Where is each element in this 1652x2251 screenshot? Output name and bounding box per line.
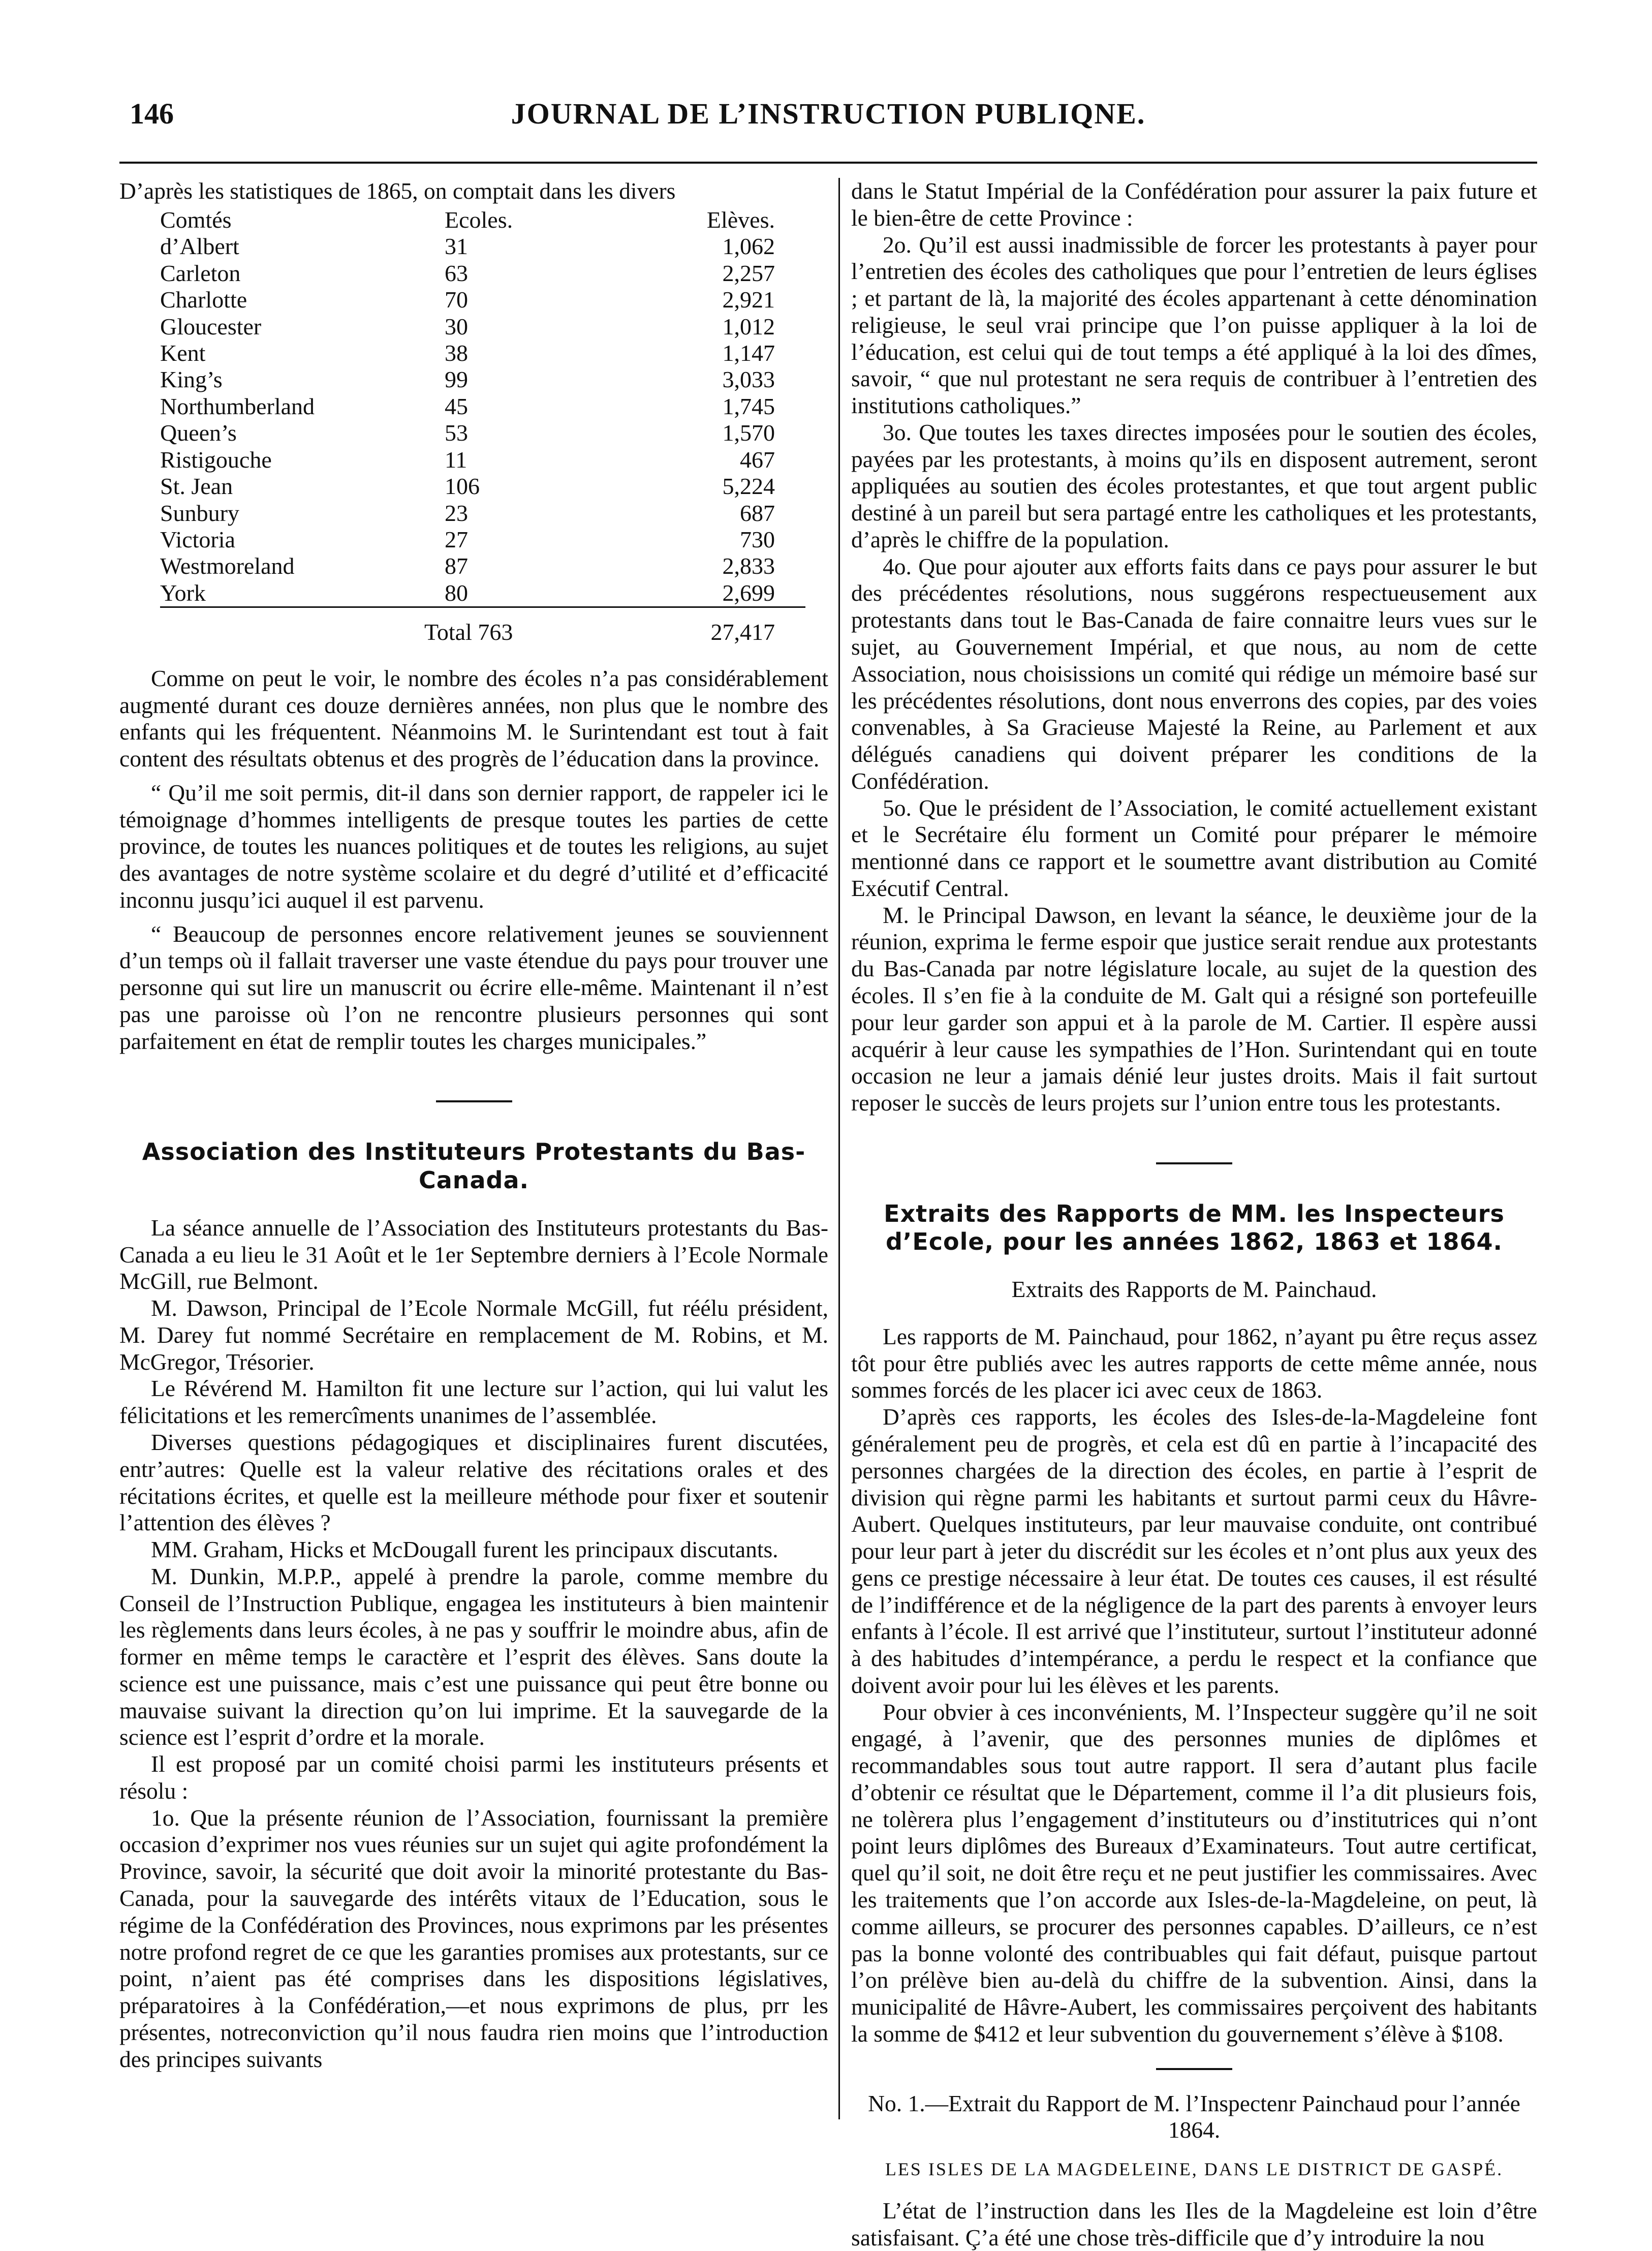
paragraph: MM. Graham, Hicks et McDougall furent les principaux discutants. — [151, 1536, 778, 1563]
county-name: Northumberland — [160, 393, 315, 419]
school-count: 106 — [445, 473, 480, 500]
table-row — [160, 287, 805, 313]
table-total-row — [160, 607, 805, 646]
pupil-count: 2,921 — [722, 287, 775, 313]
pupil-count: 687 — [740, 500, 775, 526]
table-row — [160, 366, 805, 393]
extract-title: No. 1.—Extrait du Rapport de M. l’Inspectenr Painchaud pour l’année 1864. — [868, 2090, 1520, 2143]
school-count: 31 — [445, 233, 468, 260]
school-count: 87 — [445, 553, 468, 579]
running-title: JOURNAL DE L’INSTRUCTION PUBLIQNE. — [511, 97, 1146, 130]
pupil-count: 467 — [740, 446, 775, 473]
county-name: Westmoreland — [160, 553, 295, 579]
resolution-paragraph: 4o. Que pour ajouter aux efforts faits dans ce pays pour assurer le but des précédentes résolutions, nous suggérons respectueusement aux protestants dans tout le Bas-Canada de faire connaitre leurs vues sur le sujet, au Gouvernement Impérial, et que nous, au nom de cette Association, nous choisissions un comité qui rédige un mémoire basé sur les précédentes résolutions, dont nous enverrons des copies, par des voies convenables, à Sa Gracieuse Majesté la Reine, au Parlement et aux délégués canadiens qui doivent préparer les conditions de la Confédération. — [851, 553, 1537, 794]
table-row — [160, 447, 805, 473]
county-name: Gloucester — [160, 313, 262, 340]
pupil-count: 1,147 — [722, 340, 775, 366]
quote-paragraph: “ Beaucoup de personnes encore relativement jeunes se souviennent d’un temps où il fallait traverser une vaste étendue du pays pour trouver une personne qui sut lire un manuscrit ou écrire elle-même. Maintenant il n’est pas une paroisse où l’on ne rencontre plusieurs personnes qui sont parfaitement en état de remplir toutes les charges municipales.” — [119, 920, 828, 1054]
section-divider — [1156, 2068, 1232, 2070]
pupil-count: 3,033 — [722, 366, 775, 393]
resolution-paragraph: 5o. Que le président de l’Association, le comité actuellement existant et le Secrétaire élu forment un Comité pour préparer le mémoire mentionné dans ce rapport et le soumettre avant distribution au Comité Exécutif Central. — [851, 794, 1537, 901]
paragraph: M. Dawson, Principal de l’Ecole Normale McGill, fut réélu président, M. Darey fut nommé Secrétaire en remplacement de M. Robins, et M. McGregor, Trésorier. — [119, 1295, 828, 1375]
county-name: d’Albert — [160, 233, 239, 260]
section-divider — [1156, 1162, 1232, 1164]
resolution-paragraph: 1o. Que la présente réunion de l’Association, fournissant la première occasion d’exprimer nos vues réunies sur un sujet qui agite profondément la Province, savoir, la sécurité que doit avoir la minorité protestante du Bas-Canada, pour la sauvegarde des intérêts vitaux de l’Education, sous le régime de la Confédération des Provinces, nous exprimons par les présentes notre profond regret de ce que les garanties promises aux protestants, sur ce point, n’aient pas été comprises dans les dispositions législatives, préparatoires à la Confédération,—et nous exprimons de plus, prr les présentes, notreconviction qu’il nous faudra rien moins que l’introduction des principes suivants — [119, 1804, 828, 2072]
pupil-count: 1,062 — [722, 233, 775, 260]
county-name: Ristigouche — [160, 446, 272, 473]
paragraph: M. le Principal Dawson, en levant la séance, le deuxième jour de la réunion, exprima le ferme espoir que justice serait rendue aux protestants du Bas-Canada par notre législature locale, au sujet de la question des écoles. Il s’en fie à la conduite de M. Galt qui a résigné son portefeuille pour leur garder son appui et à la parole de M. Cartier. Il espère aussi acquérir à leur cause les sympathies de l’Hon. Surintendant qui en toute occasion ne leur a jamais dénié leur justes droits. Mais il fait surtout reposer le succès de leurs projets sur l’union entre tous les protestants. — [851, 902, 1537, 1116]
column-header-eleves: Elèves. — [706, 206, 775, 233]
stats-intro: D’après les statistiques de 1865, on comptait dans les divers — [119, 178, 676, 204]
page-header — [119, 97, 1537, 152]
table-row — [160, 420, 805, 446]
pupil-count: 1,745 — [722, 393, 775, 419]
table-row — [160, 260, 805, 287]
paragraph: Diverses questions pédagogiques et disciplinaires furent discutées, entr’autres: Quelle est la valeur relative des récitations orales et des récitations écrites, et quelle est la meilleure méthode pour fixer et soutenir l’attention des élèves ? — [119, 1429, 828, 1536]
continued-paragraph: dans le Statut Impérial de la Confédération pour assurer la paix future et le bien-être de cette Province : — [851, 178, 1537, 231]
section-title-association: Association des Instituteurs Protestants du Bas-Canada. — [142, 1138, 806, 1194]
school-count: 38 — [445, 340, 468, 366]
paragraph: Le Révérend M. Hamilton fit une lecture sur l’action, qui lui valut les félicitations et les remercîments unanimes de l’assemblée. — [119, 1375, 828, 1429]
paragraph: L’état de l’instruction dans les Iles de la Magdeleine est loin d’être satisfaisant. Ç’a été une chose très-difficile que d’y introduire la nou — [851, 2197, 1537, 2250]
section-divider — [436, 1100, 512, 1102]
column-header-comtes: Comtés — [160, 206, 232, 233]
paragraph: Il est proposé par un comité choisi parmi les instituteurs présents et résolu : — [119, 1751, 828, 1804]
table-row — [160, 580, 805, 607]
table-row — [160, 340, 805, 366]
paragraph: Comme on peut le voir, le nombre des écoles n’a pas considérablement augmenté durant ces douze dernières années, non plus que le nombre des enfants qui les fréquentent. Néanmoins M. le Surintendant est tout à fait content des résultats obtenus et des progrès de l’éducation dans la province. — [119, 665, 828, 772]
county-statistics-table — [160, 207, 805, 646]
county-name: Kent — [160, 340, 206, 366]
header-rule — [119, 162, 1537, 164]
pupil-count: 1,570 — [722, 420, 775, 446]
table-row — [160, 527, 805, 553]
county-name: Victoria — [160, 527, 235, 553]
school-count: 27 — [445, 527, 468, 553]
resolution-paragraph: 3o. Que toutes les taxes directes imposées pour le soutien des écoles, payées par les protestants, à moins qu’ils en disposent autrement, seront appliquées au soutien des écoles protestantes, et que tout argent public destiné à un pareil but sera partagé entre les catholiques et les protestants, d’après le chiffre de la population. — [851, 419, 1537, 552]
county-name: Sunbury — [160, 500, 239, 526]
pupil-count: 2,699 — [722, 579, 775, 606]
school-count: 45 — [445, 393, 468, 419]
column-divider — [838, 178, 840, 2119]
table-header-row — [160, 207, 805, 233]
school-count: 53 — [445, 420, 468, 446]
table-row — [160, 500, 805, 527]
total-pupils: 27,417 — [612, 607, 805, 646]
pupil-count: 2,833 — [722, 553, 775, 579]
school-count: 63 — [445, 260, 468, 286]
school-count: 99 — [445, 366, 468, 393]
school-count: 23 — [445, 500, 468, 526]
left-column — [119, 178, 828, 2073]
pupil-count: 2,257 — [722, 260, 775, 286]
school-count: 80 — [445, 579, 468, 606]
page-number: 146 — [130, 97, 174, 130]
extract-subheading: LES ISLES DE LA MAGDELEINE, DANS LE DISTRICT DE GASPÉ. — [885, 2159, 1504, 2180]
paragraph: La séance annuelle de l’Association des Instituteurs protestants du Bas-Canada a eu lieu le 31 Août et le 1er Septembre derniers à l’Ecole Normale McGill, rue Belmont. — [119, 1214, 828, 1294]
county-name: St. Jean — [160, 473, 233, 500]
paragraph: Les rapports de M. Painchaud, pour 1862, n’ayant pu être reçus assez tôt pour être publiés avec les autres rapports de cette même année, nous sommes forcés de les placer ici avec ceux de 1863. — [851, 1323, 1537, 1403]
school-count: 30 — [445, 313, 468, 340]
total-label: Total 763 — [424, 607, 612, 646]
table-row — [160, 233, 805, 260]
county-name: York — [160, 579, 206, 606]
county-name: Carleton — [160, 260, 241, 286]
pupil-count: 730 — [740, 527, 775, 553]
county-name: King’s — [160, 366, 223, 393]
paragraph: D’après ces rapports, les écoles des Isles-de-la-Magdeleine font généralement peu de progrès, et cela est dû en partie à l’incapacité des personnes chargées de la direction des écoles, en partie à l’esprit de division qui règne parmi les habitants et surtout parmi ceux du Hâvre-Aubert. Quelques instituteurs, par leur mauvaise conduite, ont contribué pour leur part à jeter du discrédit sur les écoles et n’ont plus aux yeux des gens ce prestige nécessaire à leur état. De toutes ces causes, il est résulté de l’indifférence et de la négligence de la part des parents à envoyer leurs enfants à l’école. Il est arrivé que l’instituteur, surtout l’instituteur adonné à des habitudes d’intempérance, a perdu le respect et la confiance que doivent avoir pour lui les élèves et les parents. — [851, 1404, 1537, 1698]
table-row — [160, 473, 805, 500]
table-row — [160, 553, 805, 579]
county-name: Queen’s — [160, 420, 237, 446]
pupil-count: 1,012 — [722, 313, 775, 340]
school-count: 11 — [445, 446, 467, 473]
right-column — [851, 178, 1537, 2251]
resolution-paragraph: 2o. Qu’il est aussi inadmissible de forcer les protestants à payer pour l’entretien des écoles des catholiques que pour l’entretien de leurs églises ; et partant de là, la majorité des écoles appartenant à cette dénomination religieuse, le seul vrai principe que l’on puisse appliquer à la loi de l’éducation, est celui qui de tout temps a été appliqué à la loi des dîmes, savoir, “ que nul protestant ne sera requis de contribuer à l’entretien des institutions catholiques.” — [851, 231, 1537, 419]
quote-paragraph: “ Qu’il me soit permis, dit-il dans son dernier rapport, de rappeler ici le témoignage d’hommes intelligents de presque toutes les parties de cette province, de toutes les nuances politiques et de toutes les religions, au sujet des avantages de notre système scolaire et du degré d’utilité et d’efficacité inconnu jusqu’ici auquel il est parvenu. — [119, 779, 828, 913]
column-header-ecoles: Ecoles. — [445, 206, 513, 233]
paragraph: M. Dunkin, M.P.P., appelé à prendre la parole, comme membre du Conseil de l’Instruction Publique, engagea les instituteurs à bien maintenir les règlements dans leurs écoles, à ne pas y souffrir le moindre abus, afin de former en même temps le caractère et l’esprit des élèves. Sans doute la science est une puissance, mais c’est une puissance qui peut être bonne ou mauvaise suivant la direction qu’on lui imprime. Et la sauvegarde de la science est l’esprit d’ordre et la morale. — [119, 1563, 828, 1750]
paragraph: Pour obvier à ces inconvénients, M. l’Inspecteur suggère qu’il ne soit engagé, à l’avenir, que des personnes munies de diplômes et recommandables sous tout autre rapport. Il sera d’autant plus facile d’obtenir ce résultat que le Département, comme il l’a dit plusieurs fois, ne tolèrera plus l’engagement d’instituteurs ou d’institutrices qui n’ont point leurs diplômes des Bureaux d’Examinateurs. Tout autre certificat, quel qu’il soit, ne doit être reçu et ne peut justifier les commissaires. Avec les traitements que l’on accorde aux Isles-de-la-Magdeleine, on peut, là comme ailleurs, se procurer des personnes capables. D’ailleurs, ce n’est pas la bonne volonté des contribuables qui fait défaut, puisque partout l’on prélève bien au-delà du chiffre de la subvention. Ainsi, dans la municipalité de Hâvre-Aubert, les commissaires perçoivent des habitants la somme de $412 et leur subvention du gouvernement s’élève à $108. — [851, 1699, 1537, 2047]
pupil-count: 5,224 — [722, 473, 775, 500]
school-count: 70 — [445, 287, 468, 313]
county-name: Charlotte — [160, 287, 247, 313]
section-subtitle: Extraits des Rapports de M. Painchaud. — [1011, 1276, 1377, 1303]
table-row — [160, 393, 805, 420]
table-row — [160, 314, 805, 340]
section-title-extraits: Extraits des Rapports de MM. les Inspecteurs d’Ecole, pour les années 1862, 1863 et 1864. — [884, 1199, 1505, 1255]
